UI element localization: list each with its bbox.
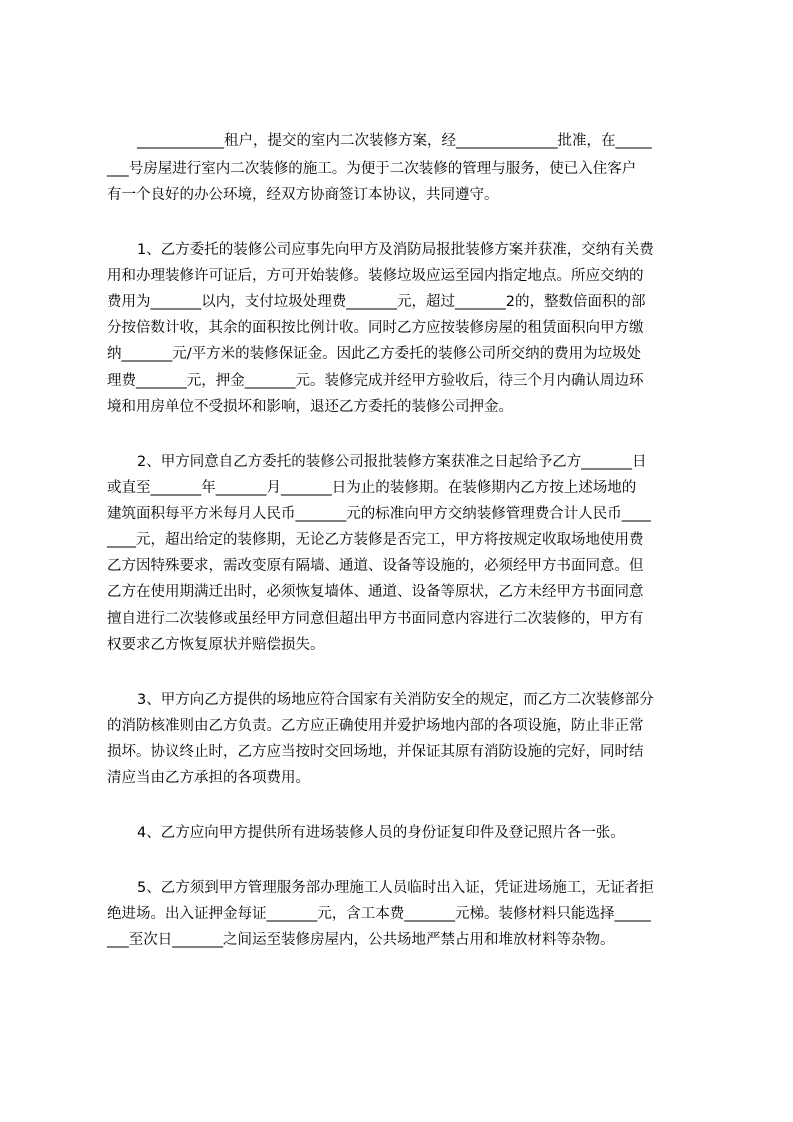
clause-1-line-7: 境和用房单位不受损坏和影响，退还乙方委托的装修公司押金。: [107, 399, 513, 415]
clause-2-line-6: 乙方在使用期满迁出时，必须恢复墙体、通道、设备等原状，乙方未经甲方书面同意: [107, 584, 644, 600]
clause-3-line-4: 清应当由乙方承担的各项费用。: [107, 770, 310, 786]
clause-2-line-4: ____元，超出给定的装修期，无论乙方装修是否完工，甲方将按规定收取场地使用费: [107, 532, 644, 548]
clause-1-line-4: 分按倍数计收，其余的面积按比例计收。同时乙方应按装修房屋的租赁面积向甲方缴: [107, 320, 644, 336]
clause-5-line-3: ___至次日_______之间运至装修房屋内，公共场地严禁占用和堆放材料等杂物。: [107, 932, 615, 948]
preamble-line-1: ____________租户，提交的室内二次装修方案，经______________批准，在_____: [137, 133, 652, 149]
clause-2-line-5: 乙方因特殊要求，需改变原有隔墙、通道、设备等设施的，必须经甲方书面同意。但: [107, 558, 644, 574]
clause-1-line-6: 理费_______元，押金_______元。装修完成并经甲方验收后，待三个月内确认周边环: [107, 373, 644, 389]
clause-5-line-1: 5、乙方须到甲方管理服务部办理施工人员临时出入证，凭证进场施工，无证者拒: [137, 880, 654, 896]
clause-2-line-7: 擅自进行二次装修或虽经甲方同意但超出甲方书面同意内容进行二次装修的，甲方有: [107, 611, 644, 627]
clause-3-line-2: 的消防核准则由乙方负责。乙方应正确使用并爱护场地内部的各项设施，防止非正常: [107, 718, 644, 734]
clause-2-line-8: 权要求乙方恢复原状并赔偿损失。: [107, 637, 325, 653]
clause-1-line-2: 用和办理装修许可证后，方可开始装修。装修垃圾应运至园内指定地点。所应交纳的: [107, 268, 644, 284]
clause-3-line-3: 损坏。协议终止时，乙方应当按时交回场地，并保证其原有消防设施的完好，同时结: [107, 744, 644, 760]
preamble-line-2: ___号房屋进行室内二次装修的施工。为便于二次装修的管理与服务，使已入住客户: [107, 161, 637, 177]
clause-4-line-1: 4、乙方应向甲方提供所有进场装修人员的身份证复印件及登记照片各一张。: [137, 825, 625, 841]
clause-1-line-5: 纳_______元/平方米的装修保证金。因此乙方委托的装修公司所交纳的费用为垃圾处: [107, 346, 642, 362]
clause-2-line-1: 2、甲方同意自乙方委托的装修公司报批装修方案获准之日起给予乙方_______日: [137, 454, 647, 470]
clause-2-line-3: 建筑面积每平方米每月人民币_______元的标准向甲方交纳装修管理费合计人民币____: [107, 506, 651, 522]
clause-2-line-2: 或直至_______年_______月_______日为止的装修期。在装修期内乙方按上述场地的: [107, 480, 637, 496]
clause-1-line-3: 费用为_______以内，支付垃圾处理费_______元，超过_______2的，整数倍面积的部: [107, 294, 646, 310]
clause-5-line-2: 绝进场。出入证押金每证_______元，含工本费_______元梯。装修材料只能选择_____: [107, 906, 651, 922]
clause-3-line-1: 3、甲方向乙方提供的场地应符合国家有关消防安全的规定，而乙方二次装修部分: [137, 692, 654, 708]
preamble-line-3: 有一个良好的办公环境，经双方协商签订本协议，共同遵守。: [107, 187, 499, 203]
clause-1-line-1: 1、乙方委托的装修公司应事先向甲方及消防局报批装修方案并获准，交纳有关费: [137, 242, 654, 258]
